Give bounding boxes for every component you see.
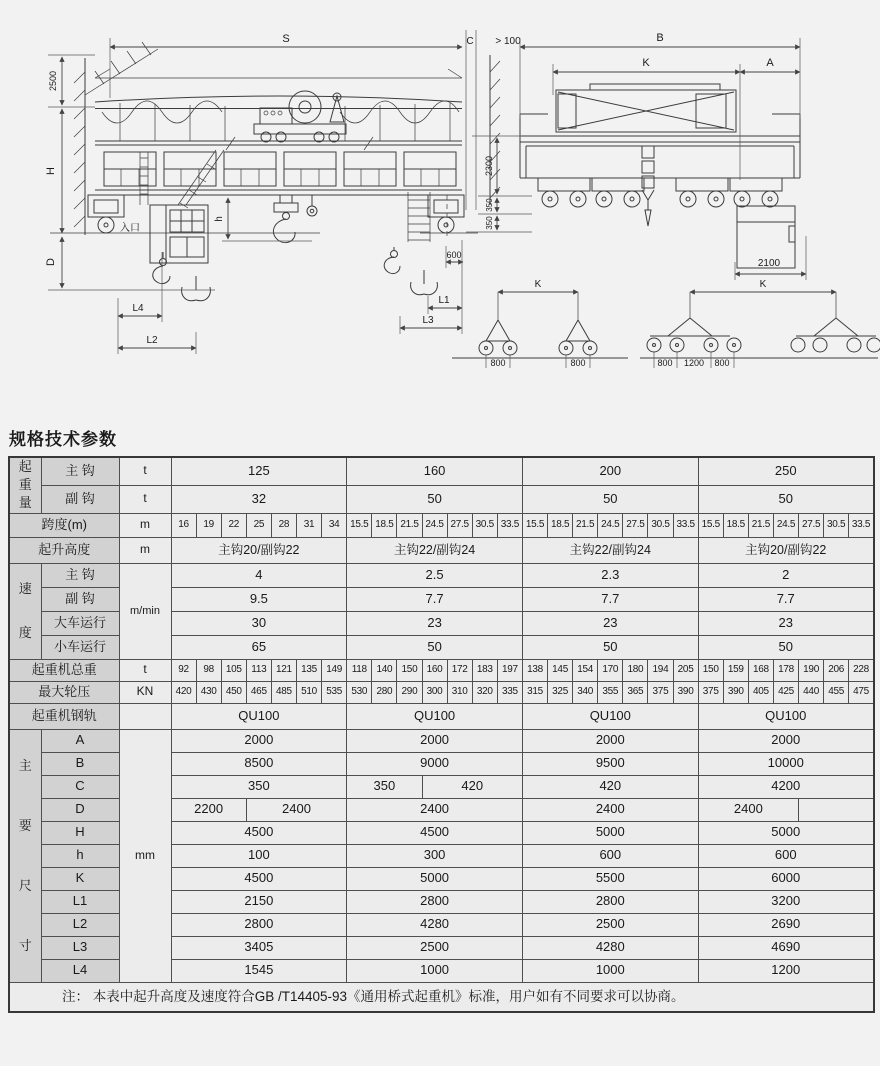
value-cell: 24.5 bbox=[598, 513, 623, 537]
value-cell: QU100 bbox=[171, 703, 347, 729]
value-cell: 4280 bbox=[347, 913, 523, 936]
value-cell: 375 bbox=[648, 681, 673, 703]
value-cell: 5500 bbox=[522, 867, 698, 890]
value-cell: 23 bbox=[347, 611, 523, 635]
value-cell: 170 bbox=[598, 659, 623, 681]
value-cell: 600 bbox=[698, 844, 874, 867]
value-cell: 3200 bbox=[698, 890, 874, 913]
value-cell: 50 bbox=[698, 485, 874, 513]
value-cell: 300 bbox=[422, 681, 447, 703]
value-cell: 2150 bbox=[171, 890, 347, 913]
dim-label-A: A bbox=[766, 57, 774, 69]
value-cell: 475 bbox=[849, 681, 874, 703]
row-note bbox=[9, 982, 874, 1012]
value-cell: 145 bbox=[548, 659, 573, 681]
value-cell: 19 bbox=[196, 513, 221, 537]
value-cell: 100 bbox=[171, 844, 347, 867]
value-cell: 205 bbox=[673, 659, 698, 681]
dim-label-L2: L2 bbox=[146, 335, 158, 346]
value-cell: 190 bbox=[799, 659, 824, 681]
value-cell: 15.5 bbox=[347, 513, 372, 537]
row-header-dim-H: H bbox=[41, 821, 119, 844]
dim-label-S: S bbox=[282, 33, 290, 45]
dim-label-800-r2: 800 bbox=[714, 358, 730, 368]
dim-label-350a: 350 bbox=[485, 198, 494, 212]
value-cell: 2500 bbox=[522, 913, 698, 936]
row-rail bbox=[9, 703, 874, 729]
value-cell: 1000 bbox=[347, 959, 523, 982]
value-cell: 420 bbox=[522, 775, 698, 798]
value-cell: 4 bbox=[171, 563, 347, 587]
value-cell: 121 bbox=[271, 659, 296, 681]
section-title: 规格技术参数 bbox=[9, 430, 117, 449]
row-header-aux-hook: 副 钩 bbox=[41, 485, 119, 513]
value-cell: 23 bbox=[522, 611, 698, 635]
value-cell: 4500 bbox=[347, 821, 523, 844]
value-cell: 21.5 bbox=[397, 513, 422, 537]
value-cell: 1000 bbox=[522, 959, 698, 982]
value-cell: 9500 bbox=[522, 752, 698, 775]
unit-cell: t bbox=[119, 659, 171, 681]
value-cell: 24.5 bbox=[422, 513, 447, 537]
value-cell: 30 bbox=[171, 611, 347, 635]
value-cell: 92 bbox=[171, 659, 196, 681]
value-cell: 390 bbox=[723, 681, 748, 703]
value-cell: QU100 bbox=[698, 703, 874, 729]
value-cell: 30.5 bbox=[824, 513, 849, 537]
clearance-line bbox=[95, 69, 462, 78]
value-cell: 7.7 bbox=[347, 587, 523, 611]
value-cell: 450 bbox=[221, 681, 246, 703]
value-cell: 9.5 bbox=[171, 587, 347, 611]
value-cell: 2800 bbox=[522, 890, 698, 913]
operator-cab bbox=[140, 150, 224, 263]
row-group-capacity: 起重量 bbox=[9, 457, 41, 513]
row-group-speed: 速度 bbox=[9, 563, 41, 659]
dim-label-2100: 2100 bbox=[757, 258, 781, 269]
unit-cell: t bbox=[119, 457, 171, 485]
value-cell: QU100 bbox=[522, 703, 698, 729]
value-cell: 18.5 bbox=[723, 513, 748, 537]
value-cell: 2000 bbox=[347, 729, 523, 752]
main-hook bbox=[273, 195, 317, 243]
value-cell: 18.5 bbox=[548, 513, 573, 537]
row-header-weight: 起重机总重 bbox=[9, 659, 119, 681]
dim-label-800-r1: 800 bbox=[657, 358, 673, 368]
value-cell: 440 bbox=[799, 681, 824, 703]
value-cell: 600 bbox=[522, 844, 698, 867]
row-group-dimensions: 主要尺寸 bbox=[9, 729, 41, 982]
value-cell: 7.7 bbox=[522, 587, 698, 611]
dim-label-600: 600 bbox=[446, 250, 462, 260]
value-cell: 18.5 bbox=[372, 513, 397, 537]
value-cell: 25 bbox=[246, 513, 271, 537]
value-cell: 3405 bbox=[171, 936, 347, 959]
value-cell: 6000 bbox=[698, 867, 874, 890]
right-ladder-hooks bbox=[384, 192, 447, 295]
row-lift-height bbox=[9, 537, 874, 563]
value-cell bbox=[799, 798, 874, 821]
value-cell: 405 bbox=[748, 681, 773, 703]
dim-label-K: K bbox=[642, 57, 650, 69]
dim-label-C: C bbox=[466, 36, 474, 47]
value-cell: 8500 bbox=[171, 752, 347, 775]
value-cell: 2400 bbox=[246, 798, 346, 821]
value-cell: 23 bbox=[698, 611, 874, 635]
value-cell: 2800 bbox=[171, 913, 347, 936]
value-cell: 33.5 bbox=[497, 513, 522, 537]
row-header-rail: 起重机钢轨 bbox=[9, 703, 119, 729]
row-header-span: 跨度(m) bbox=[9, 513, 119, 537]
value-cell: 2400 bbox=[347, 798, 523, 821]
technical-drawing bbox=[0, 0, 880, 420]
value-cell: 4280 bbox=[522, 936, 698, 959]
dim-label-clearance: > 100 bbox=[495, 36, 521, 47]
row-header-wheel-load: 最大轮压 bbox=[9, 681, 119, 703]
value-cell: 365 bbox=[623, 681, 648, 703]
row-header-dim-B: B bbox=[41, 752, 119, 775]
dim-label-K-wheels-right: K bbox=[759, 279, 767, 290]
value-cell: 10000 bbox=[698, 752, 874, 775]
value-cell: 105 bbox=[221, 659, 246, 681]
unit-cell: m bbox=[119, 537, 171, 563]
value-cell: 33.5 bbox=[673, 513, 698, 537]
value-cell: 2.3 bbox=[522, 563, 698, 587]
value-cell: 50 bbox=[347, 635, 523, 659]
value-cell: 172 bbox=[447, 659, 472, 681]
value-cell: 5000 bbox=[698, 821, 874, 844]
value-cell: 2200 bbox=[171, 798, 246, 821]
value-cell: 535 bbox=[322, 681, 347, 703]
dim-label-350b: 350 bbox=[485, 216, 494, 230]
value-cell: 194 bbox=[648, 659, 673, 681]
front-dimensions bbox=[45, 33, 521, 354]
value-cell: 180 bbox=[623, 659, 648, 681]
row-header-dim-C: C bbox=[41, 775, 119, 798]
value-cell: 2690 bbox=[698, 913, 874, 936]
row-capacity-aux bbox=[9, 485, 874, 513]
festoon-cables bbox=[102, 101, 459, 123]
value-cell: 50 bbox=[347, 485, 523, 513]
value-cell: 160 bbox=[347, 457, 523, 485]
dim-label-800-l2: 800 bbox=[570, 358, 586, 368]
value-cell: 5000 bbox=[347, 867, 523, 890]
value-cell: 7.7 bbox=[698, 587, 874, 611]
row-header-dim-K: K bbox=[41, 867, 119, 890]
value-cell: 140 bbox=[372, 659, 397, 681]
value-cell: 24.5 bbox=[773, 513, 798, 537]
value-cell: 200 bbox=[522, 457, 698, 485]
row-header-dim-h: h bbox=[41, 844, 119, 867]
value-cell: 138 bbox=[522, 659, 547, 681]
value-cell: 300 bbox=[347, 844, 523, 867]
value-cell: 16 bbox=[171, 513, 196, 537]
dim-label-B: B bbox=[656, 32, 664, 44]
value-cell: 420 bbox=[171, 681, 196, 703]
front-view bbox=[45, 30, 521, 354]
row-header-lift: 起升高度 bbox=[9, 537, 119, 563]
value-cell: 2 bbox=[698, 563, 874, 587]
value-cell: 98 bbox=[196, 659, 221, 681]
entrance-label: 入口 bbox=[120, 223, 140, 234]
value-cell: 160 bbox=[422, 659, 447, 681]
value-cell: 2000 bbox=[171, 729, 347, 752]
row-wheel-load bbox=[9, 681, 874, 703]
value-cell: 4500 bbox=[171, 821, 347, 844]
row-span bbox=[9, 513, 874, 537]
value-cell: 280 bbox=[372, 681, 397, 703]
value-cell: 30.5 bbox=[472, 513, 497, 537]
value-cell: 355 bbox=[598, 681, 623, 703]
value-cell: 50 bbox=[522, 485, 698, 513]
row-header-speed-trolley: 小车运行 bbox=[41, 635, 119, 659]
value-cell: 150 bbox=[698, 659, 723, 681]
wall-right bbox=[466, 30, 500, 210]
value-cell: 154 bbox=[573, 659, 598, 681]
dim-label-L3: L3 bbox=[422, 315, 434, 326]
value-cell: 390 bbox=[673, 681, 698, 703]
value-cell: 228 bbox=[849, 659, 874, 681]
bridge-girder bbox=[95, 96, 462, 195]
value-cell: 125 bbox=[171, 457, 347, 485]
value-cell: 27.5 bbox=[447, 513, 472, 537]
value-cell: 32 bbox=[171, 485, 347, 513]
value-cell: 118 bbox=[347, 659, 372, 681]
value-cell: 340 bbox=[573, 681, 598, 703]
row-header-dim-A: A bbox=[41, 729, 119, 752]
value-cell: 5000 bbox=[522, 821, 698, 844]
unit-cell: mm bbox=[119, 729, 171, 982]
row-header-speed-cart: 大车运行 bbox=[41, 611, 119, 635]
value-cell: 15.5 bbox=[698, 513, 723, 537]
row-header-speed-main: 主 钩 bbox=[41, 563, 119, 587]
value-cell: 310 bbox=[447, 681, 472, 703]
row-dim-A bbox=[9, 729, 874, 752]
value-cell: 9000 bbox=[347, 752, 523, 775]
value-cell: 465 bbox=[246, 681, 271, 703]
wall-left bbox=[74, 42, 158, 235]
value-cell: 150 bbox=[397, 659, 422, 681]
row-header-main-hook: 主 钩 bbox=[41, 457, 119, 485]
row-header-dim-L2: L2 bbox=[41, 913, 119, 936]
value-cell: 1200 bbox=[698, 959, 874, 982]
value-cell: 485 bbox=[271, 681, 296, 703]
row-header-dim-L3: L3 bbox=[41, 936, 119, 959]
value-cell: 34 bbox=[322, 513, 347, 537]
dim-label-L4: L4 bbox=[132, 303, 144, 314]
value-cell: 290 bbox=[397, 681, 422, 703]
end-trucks bbox=[50, 195, 478, 233]
value-cell: 197 bbox=[497, 659, 522, 681]
value-cell: 320 bbox=[472, 681, 497, 703]
row-speed-main bbox=[9, 563, 874, 587]
value-cell: 530 bbox=[347, 681, 372, 703]
hooks-left bbox=[153, 252, 211, 301]
value-cell: 350 bbox=[347, 775, 422, 798]
wheel-diagram-right bbox=[640, 279, 880, 368]
value-cell: 2.5 bbox=[347, 563, 523, 587]
value-cell: 50 bbox=[522, 635, 698, 659]
row-header-speed-aux: 副 钩 bbox=[41, 587, 119, 611]
value-cell: 2500 bbox=[347, 936, 523, 959]
dim-label-2300: 2300 bbox=[484, 155, 494, 177]
value-cell: 350 bbox=[171, 775, 347, 798]
spec-table bbox=[8, 456, 875, 1013]
dim-label-2500: 2500 bbox=[48, 70, 58, 92]
value-cell: 27.5 bbox=[799, 513, 824, 537]
row-total-weight bbox=[9, 659, 874, 681]
value-cell: 15.5 bbox=[522, 513, 547, 537]
row-header-dim-D: D bbox=[41, 798, 119, 821]
value-cell: 425 bbox=[773, 681, 798, 703]
value-cell: 27.5 bbox=[623, 513, 648, 537]
value-cell: 325 bbox=[548, 681, 573, 703]
dim-label-L1: L1 bbox=[438, 295, 450, 306]
unit-cell: m/min bbox=[119, 563, 171, 659]
value-cell: 375 bbox=[698, 681, 723, 703]
dim-label-H: H bbox=[45, 167, 57, 175]
value-cell: 206 bbox=[824, 659, 849, 681]
value-cell: 30.5 bbox=[648, 513, 673, 537]
value-cell: 2000 bbox=[522, 729, 698, 752]
value-cell: 510 bbox=[296, 681, 321, 703]
value-cell: 335 bbox=[497, 681, 522, 703]
end-dimensions bbox=[466, 32, 806, 280]
value-cell: 2400 bbox=[698, 798, 798, 821]
unit-cell: t bbox=[119, 485, 171, 513]
value-cell: 135 bbox=[296, 659, 321, 681]
value-cell: 178 bbox=[773, 659, 798, 681]
dim-label-800-l1: 800 bbox=[490, 358, 506, 368]
value-cell: 21.5 bbox=[748, 513, 773, 537]
value-cell: 2400 bbox=[522, 798, 698, 821]
value-cell: 2000 bbox=[698, 729, 874, 752]
value-cell: 主钩22/副钩24 bbox=[347, 537, 523, 563]
wheel-diagram-left bbox=[452, 279, 628, 368]
end-view bbox=[466, 32, 806, 280]
value-cell: 主钩20/副钩22 bbox=[698, 537, 874, 563]
value-cell: 4690 bbox=[698, 936, 874, 959]
value-cell: 4500 bbox=[171, 867, 347, 890]
trolley bbox=[254, 91, 346, 142]
value-cell: 22 bbox=[221, 513, 246, 537]
value-cell: 183 bbox=[472, 659, 497, 681]
value-cell: 4200 bbox=[698, 775, 874, 798]
value-cell: QU100 bbox=[347, 703, 523, 729]
unit-cell bbox=[119, 703, 171, 729]
value-cell: 50 bbox=[698, 635, 874, 659]
dim-label-D: D bbox=[45, 258, 57, 266]
value-cell: 31 bbox=[296, 513, 321, 537]
value-cell: 1545 bbox=[171, 959, 347, 982]
dim-label-h: h bbox=[214, 216, 225, 222]
table-note: 注： 本表中起升高度及速度符合GB /T14405-93《通用桥式起重机》标准，用户如有不同要求可以协商。 bbox=[9, 982, 874, 1012]
dim-label-1200-r: 1200 bbox=[683, 358, 705, 368]
value-cell: 33.5 bbox=[849, 513, 874, 537]
value-cell: 主钩20/副钩22 bbox=[171, 537, 347, 563]
value-cell: 28 bbox=[271, 513, 296, 537]
value-cell: 168 bbox=[748, 659, 773, 681]
value-cell: 250 bbox=[698, 457, 874, 485]
value-cell: 2800 bbox=[347, 890, 523, 913]
value-cell: 430 bbox=[196, 681, 221, 703]
row-header-dim-L1: L1 bbox=[41, 890, 119, 913]
row-header-dim-L4: L4 bbox=[41, 959, 119, 982]
value-cell: 159 bbox=[723, 659, 748, 681]
value-cell: 主钩22/副钩24 bbox=[522, 537, 698, 563]
value-cell: 21.5 bbox=[573, 513, 598, 537]
value-cell: 315 bbox=[522, 681, 547, 703]
row-capacity-main bbox=[9, 457, 874, 485]
value-cell: 149 bbox=[322, 659, 347, 681]
dim-label-K-wheels-left: K bbox=[534, 279, 542, 290]
end-structure bbox=[520, 84, 800, 268]
value-cell: 65 bbox=[171, 635, 347, 659]
value-cell: 113 bbox=[246, 659, 271, 681]
value-cell: 455 bbox=[824, 681, 849, 703]
value-cell: 420 bbox=[422, 775, 522, 798]
unit-cell: m bbox=[119, 513, 171, 537]
unit-cell: KN bbox=[119, 681, 171, 703]
